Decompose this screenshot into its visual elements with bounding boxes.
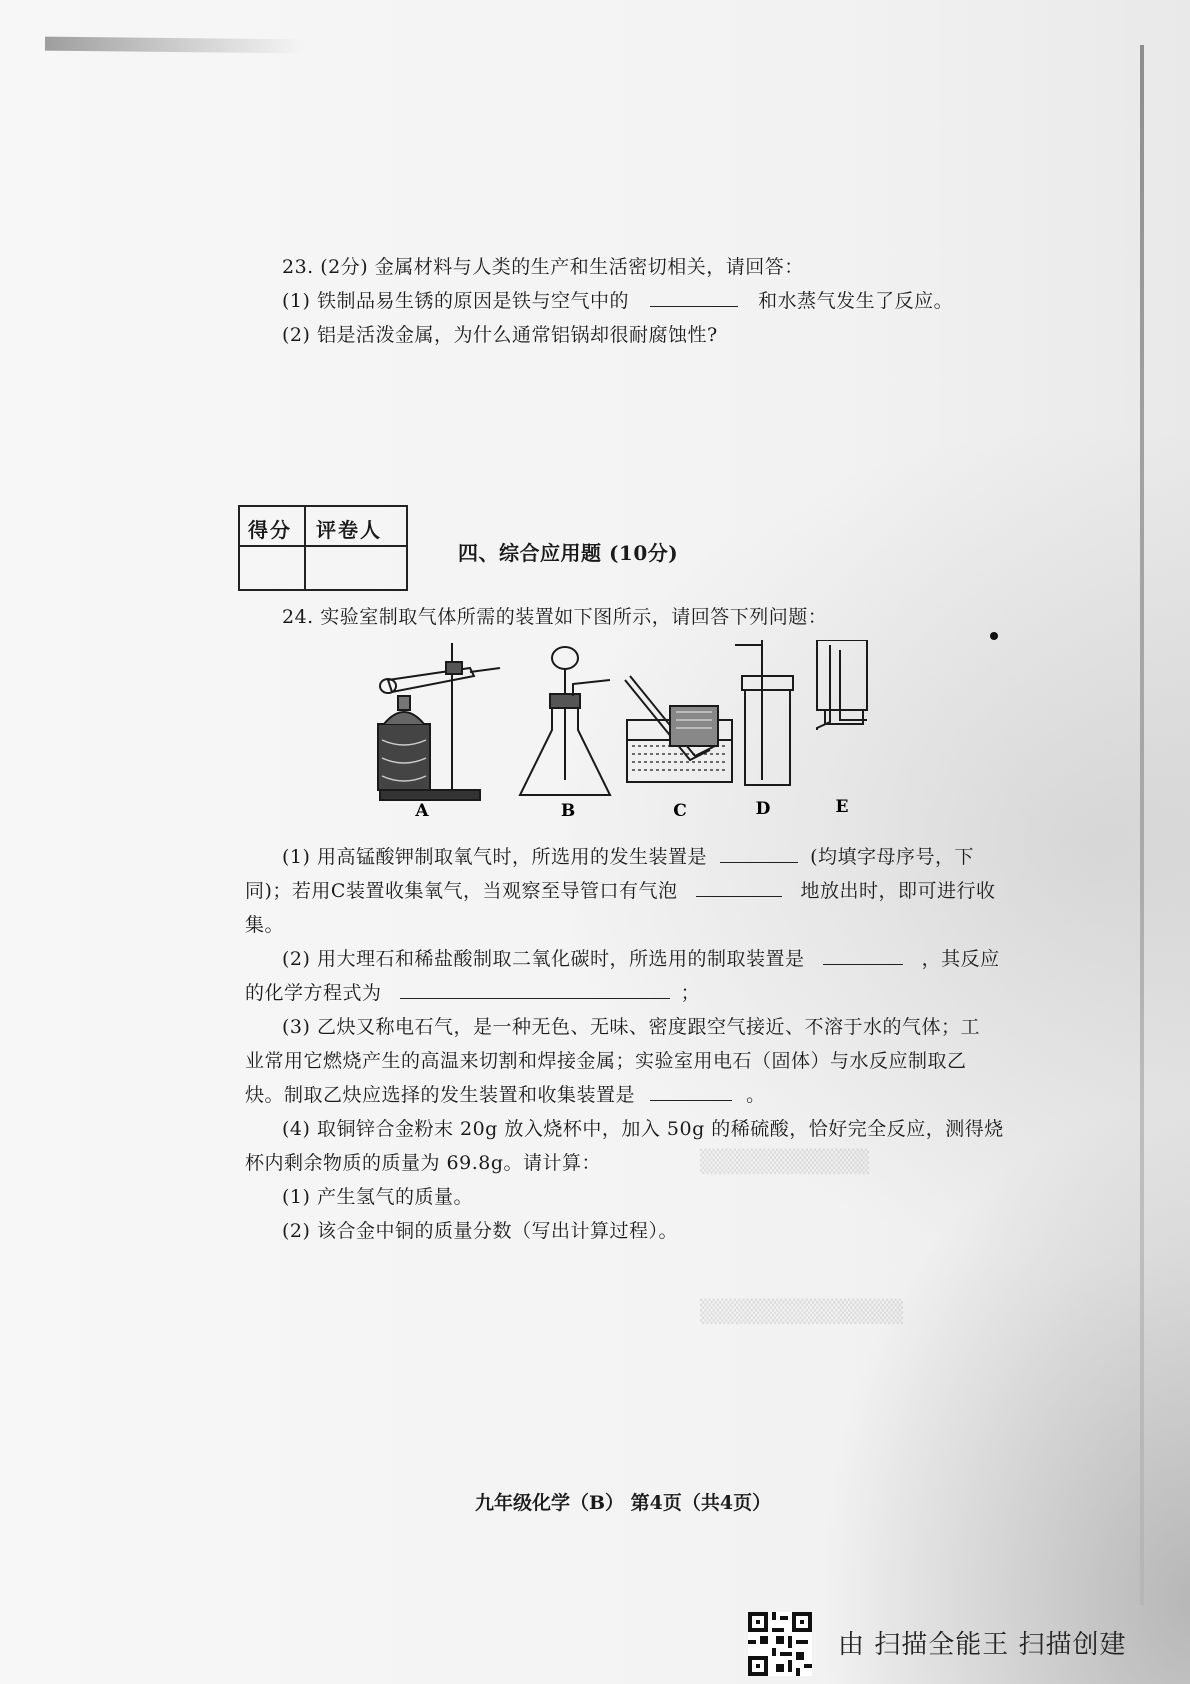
apparatus-c: [625, 676, 732, 782]
q24-part3-line2: 业常用它燃烧产生的高温来切割和焊接金属；实验室用电石（固体）与水反应制取乙: [245, 1050, 967, 1072]
q24-part2-line2: [245, 978, 700, 1005]
score-label: 得分: [248, 518, 292, 542]
q24-part2-text-a: (2) 用大理石和稀盐酸制取二氧化碳时，所选用的制取装置是: [282, 948, 805, 970]
q24-part2-text-c: 的化学方程式为: [245, 982, 382, 1004]
scan-edge-top: [45, 37, 305, 54]
score-table-row-divider: [240, 545, 406, 547]
ink-dot: [990, 632, 998, 640]
scan-edge-right: [1140, 45, 1144, 1605]
apparatus-label-c: C: [673, 801, 687, 820]
lab-apparatus-figure: [370, 640, 940, 820]
q24-part1-blank2[interactable]: [696, 878, 782, 897]
q24-part3-text-a: 炔。制取乙炔应选择的发生装置和收集装置是: [245, 1084, 636, 1106]
q24-part1-text-a: (1) 用高锰酸钾制取氧气时，所选用的发生装置是: [282, 846, 707, 868]
apparatus-label-e: E: [835, 797, 849, 817]
bleed-through-texture: ▒▒▒▒▒▒▒▒▒▒: [700, 1150, 870, 1175]
q24-part2-text-d: ；: [680, 982, 701, 1004]
grader-label: 评卷人: [316, 518, 382, 542]
qr-code-icon: [748, 1612, 812, 1676]
q24-part3-line1: (3) 乙炔又称电石气，是一种无色、无味、密度跟空气接近、不溶于水的气体；工: [282, 1016, 980, 1038]
q24-part2-blank2[interactable]: [400, 980, 670, 999]
q23-stem: 23. (2分) 金属材料与人类的生产和生活密切相关，请回答：: [282, 256, 804, 278]
q24-part3-blank[interactable]: [650, 1082, 732, 1101]
q24-part1-text-c: 同)；若用C装置收集氧气，当观察至导管口有气泡: [245, 880, 678, 902]
q24-part2-line1: [282, 944, 1000, 971]
q23-part1-text-b: 和水蒸气发生了反应。: [758, 290, 954, 312]
section4-title: 四、综合应用题 (10分): [458, 541, 679, 565]
apparatus-b: [520, 647, 610, 795]
apparatus-label-a: A: [415, 801, 429, 820]
scanner-watermark: 由 扫描全能王 扫描创建: [838, 1630, 1127, 1660]
q24-part1-text-d: 地放出时，即可进行收: [800, 880, 996, 902]
q23-part1-blank[interactable]: [650, 288, 738, 307]
q24-part3-text-b: 。: [746, 1084, 766, 1106]
q24-part3-line3: [245, 1080, 766, 1107]
q24-part1-line1: [282, 842, 974, 869]
q24-part4-line2: 杯内剩余物质的质量为 69.8g。请计算：: [245, 1152, 602, 1174]
apparatus-label-d: D: [755, 799, 771, 819]
apparatus-e: [817, 640, 867, 730]
q24-part4-sub1: (1) 产生氢气的质量。: [282, 1186, 473, 1208]
q24-part1-line2: [245, 876, 996, 903]
bleed-through-texture-2: ▒▒▒▒▒▒▒▒▒▒▒▒: [700, 1300, 904, 1325]
page-footer: 九年级化学（B） 第4页（共4页）: [475, 1492, 772, 1514]
q24-part1-line3: 集。: [245, 914, 285, 936]
q23-part2: (2) 铝是活泼金属，为什么通常铝锅却很耐腐蚀性?: [282, 324, 718, 346]
apparatus-d: [735, 640, 793, 785]
apparatus-a: [378, 643, 500, 800]
score-table: [238, 505, 408, 591]
q24-part2-blank1[interactable]: [823, 946, 903, 965]
q23-part1: [282, 286, 953, 313]
q23-part1-text-a: (1) 铁制品易生锈的原因是铁与空气中的: [282, 290, 629, 312]
q24-part4-sub2: (2) 该合金中铜的质量分数（写出计算过程）。: [282, 1220, 678, 1242]
q24-stem: 24. 实验室制取气体所需的装置如下图所示，请回答下列问题：: [282, 606, 828, 628]
q24-part1-text-b: (均填字母序号，下: [810, 846, 974, 868]
score-table-col-divider: [304, 507, 306, 589]
q24-part4-line1: (4) 取铜锌合金粉末 20g 放入烧杯中，加入 50g 的稀硫酸，恰好完全反应，测得烧: [282, 1118, 1004, 1140]
q24-part1-blank1[interactable]: [720, 844, 798, 863]
q24-part2-text-b: ，其反应: [921, 948, 1000, 970]
apparatus-label-b: B: [560, 801, 576, 820]
